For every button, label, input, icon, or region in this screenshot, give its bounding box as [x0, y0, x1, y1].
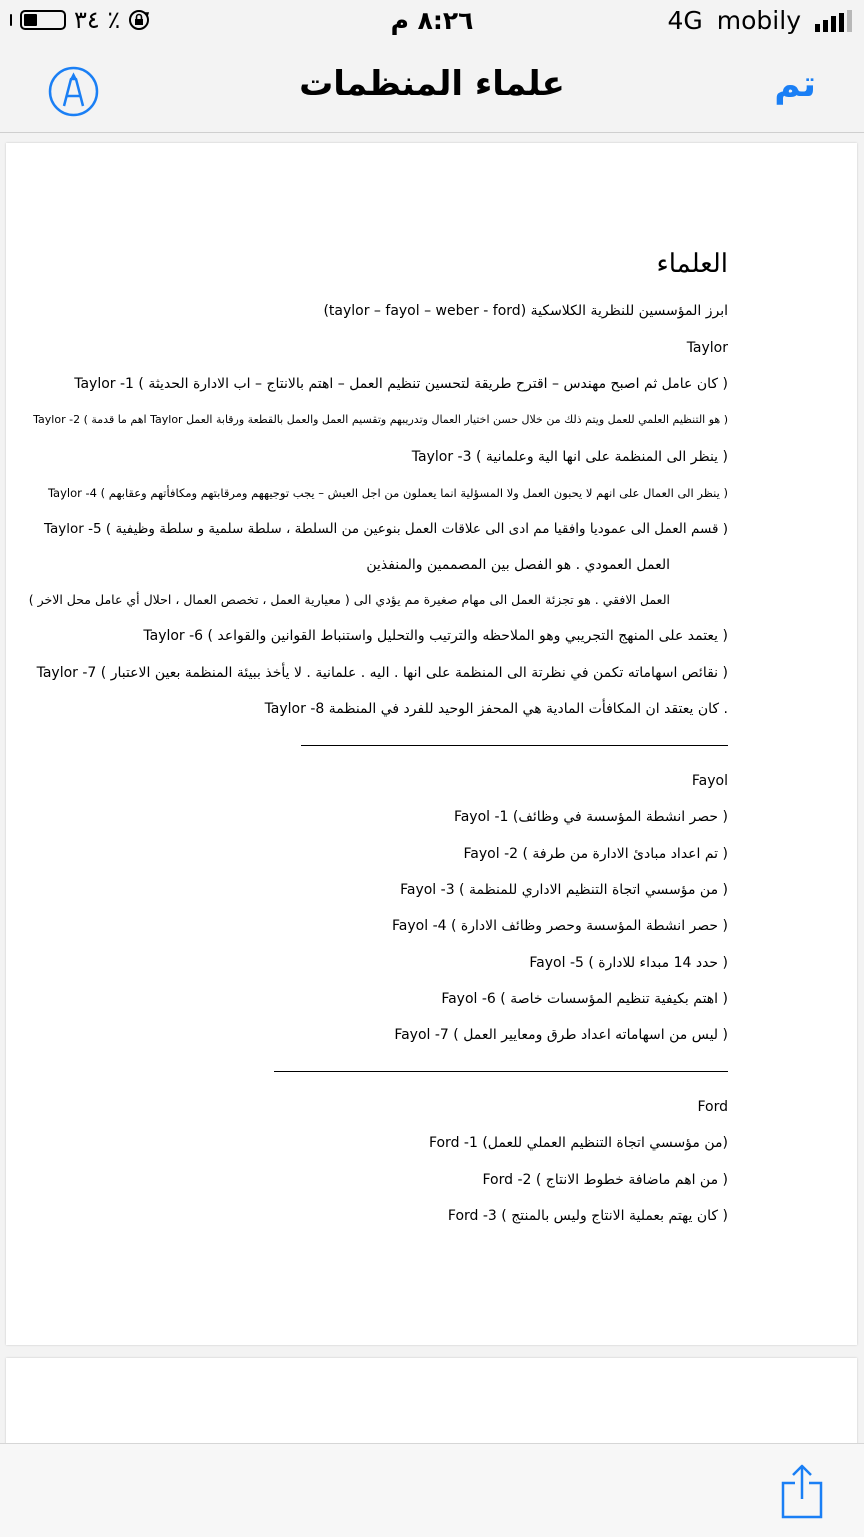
battery-percent: ٣٤ ٪	[74, 6, 121, 34]
list-item: Fayol -1 (حصر انشطة المؤسسة في وظائف )	[453, 809, 728, 825]
list-item: Ford -3 ( كان يهتم بعملية الانتاج وليس بالمنتج )	[447, 1208, 728, 1224]
signal-bar	[839, 13, 844, 32]
signal-bar	[823, 20, 828, 32]
signal-bar	[847, 10, 852, 32]
list-item: Fayol -7 ( ليس من اسهاماته اعداد طرق ومعايير العمل )	[394, 1027, 728, 1043]
bottom-toolbar	[0, 1443, 864, 1537]
list-item: Ford -1 (من مؤسسي اتجاة التنظيم العملي للعمل)	[428, 1135, 728, 1151]
signal-bar	[815, 24, 820, 32]
list-item: Fayol -5 ( حدد 14 مبداء للادارة )	[529, 955, 728, 971]
list-item: Taylor -6 ( يعتمد على المنهج التجريبي وهو الملاحظه والترتيب والتحليل واستنباط القوانين والقواعد )	[143, 628, 728, 644]
status-time: ٨:٢٦ م	[390, 6, 474, 35]
list-item: Taylor -5 ( قسم العمل الى عموديا وافقيا مم ادى الى علاقات العمل بنوعين من السلطة ، سلطة سلمية و سلطة وظيفية )	[44, 521, 728, 537]
status-right	[668, 6, 853, 35]
done-button[interactable]: تم	[774, 64, 816, 105]
network-type: 4G	[667, 6, 703, 35]
section-divider	[274, 1071, 728, 1072]
status-bar	[0, 0, 864, 46]
list-item: Fayol -4 ( حصر انشطة المؤسسة وحصر وظائف الادارة )	[392, 918, 728, 934]
list-item: Taylor -7 ( نقائص اسهاماته تكمن في نظرتة الى المنظمة على انها . اليه . علمانية . لا يأخذ ببيئة المنظمة بعين الاعتبار )	[36, 665, 728, 681]
list-item: Fayol -2 ( تم اعداد مبادئ الادارة من طرفة )	[463, 846, 728, 862]
sub-item: العمل الافقي . هو تجزئة العمل الى مهام صغيرة مم يؤدي الى ( معيارية العمل ، تخصص العمال ، احلال أي عامل محل الاخر )	[28, 592, 670, 607]
section-divider	[301, 745, 728, 746]
intro-line: ابرز المؤسسين للنظرية الكلاسكية (taylor – fayol – weber - ford)	[323, 303, 728, 319]
carrier-name: mobily	[716, 6, 801, 35]
document-page[interactable]	[6, 143, 857, 1345]
document-title: علماء المنظمات	[299, 64, 565, 104]
list-item: Taylor -2 ( اهم ما قدمة Taylor هو التنظيم العلمي للعمل ويتم ذلك من خلال حسن اختيار العمال وتدريبهم وتقسيم العمل والعمل بالقطعة ورقابة العمل )	[33, 413, 728, 426]
list-item: Fayol -6 ( اهتم بكيفية تنظيم المؤسسات خاصة )	[441, 991, 728, 1007]
list-item: Taylor -4 ( ينظر الى العمال على انهم لا يحبون العمل ولا المسؤلية انما يعملون من اجل العيش – يجب توجيههم ومرقابتهم ومكافأتهم وعقابهم )	[47, 486, 728, 500]
list-item: Taylor -3 ( ينظر الى المنظمة على انها الية وعلمانية )	[411, 449, 728, 465]
share-icon[interactable]	[779, 1463, 825, 1519]
list-item: Fayol -3 ( من مؤسسي اتجاة التنظيم الاداري للمنظمة )	[400, 882, 728, 898]
navigation-bar	[0, 46, 864, 133]
list-item: Taylor -8 كان يعتقد ان المكافأت المادية هي المحفز الوحيد للفرد في المنظمة .	[264, 701, 728, 717]
signal-strength-icon	[815, 10, 852, 32]
sub-item: العمل العمودي . هو الفصل بين المصممين والمنفذين	[366, 557, 670, 573]
list-item: Ford -2 ( من اهم ماضافة خطوط الانتاج )	[482, 1172, 728, 1188]
list-item: Taylor -1 ( كان عامل ثم اصبح مهندس – اقترح طريقة لتحسين تنظيم العمل – اهتم بالانتاج – اب الادارة الحديثة )	[74, 376, 728, 392]
document-heading: العلماء	[656, 249, 728, 279]
section-title-ford: Ford	[697, 1099, 728, 1115]
section-title-fayol: Fayol	[691, 773, 728, 789]
section-title-taylor: Taylor	[686, 340, 728, 356]
signal-bar	[831, 16, 836, 32]
